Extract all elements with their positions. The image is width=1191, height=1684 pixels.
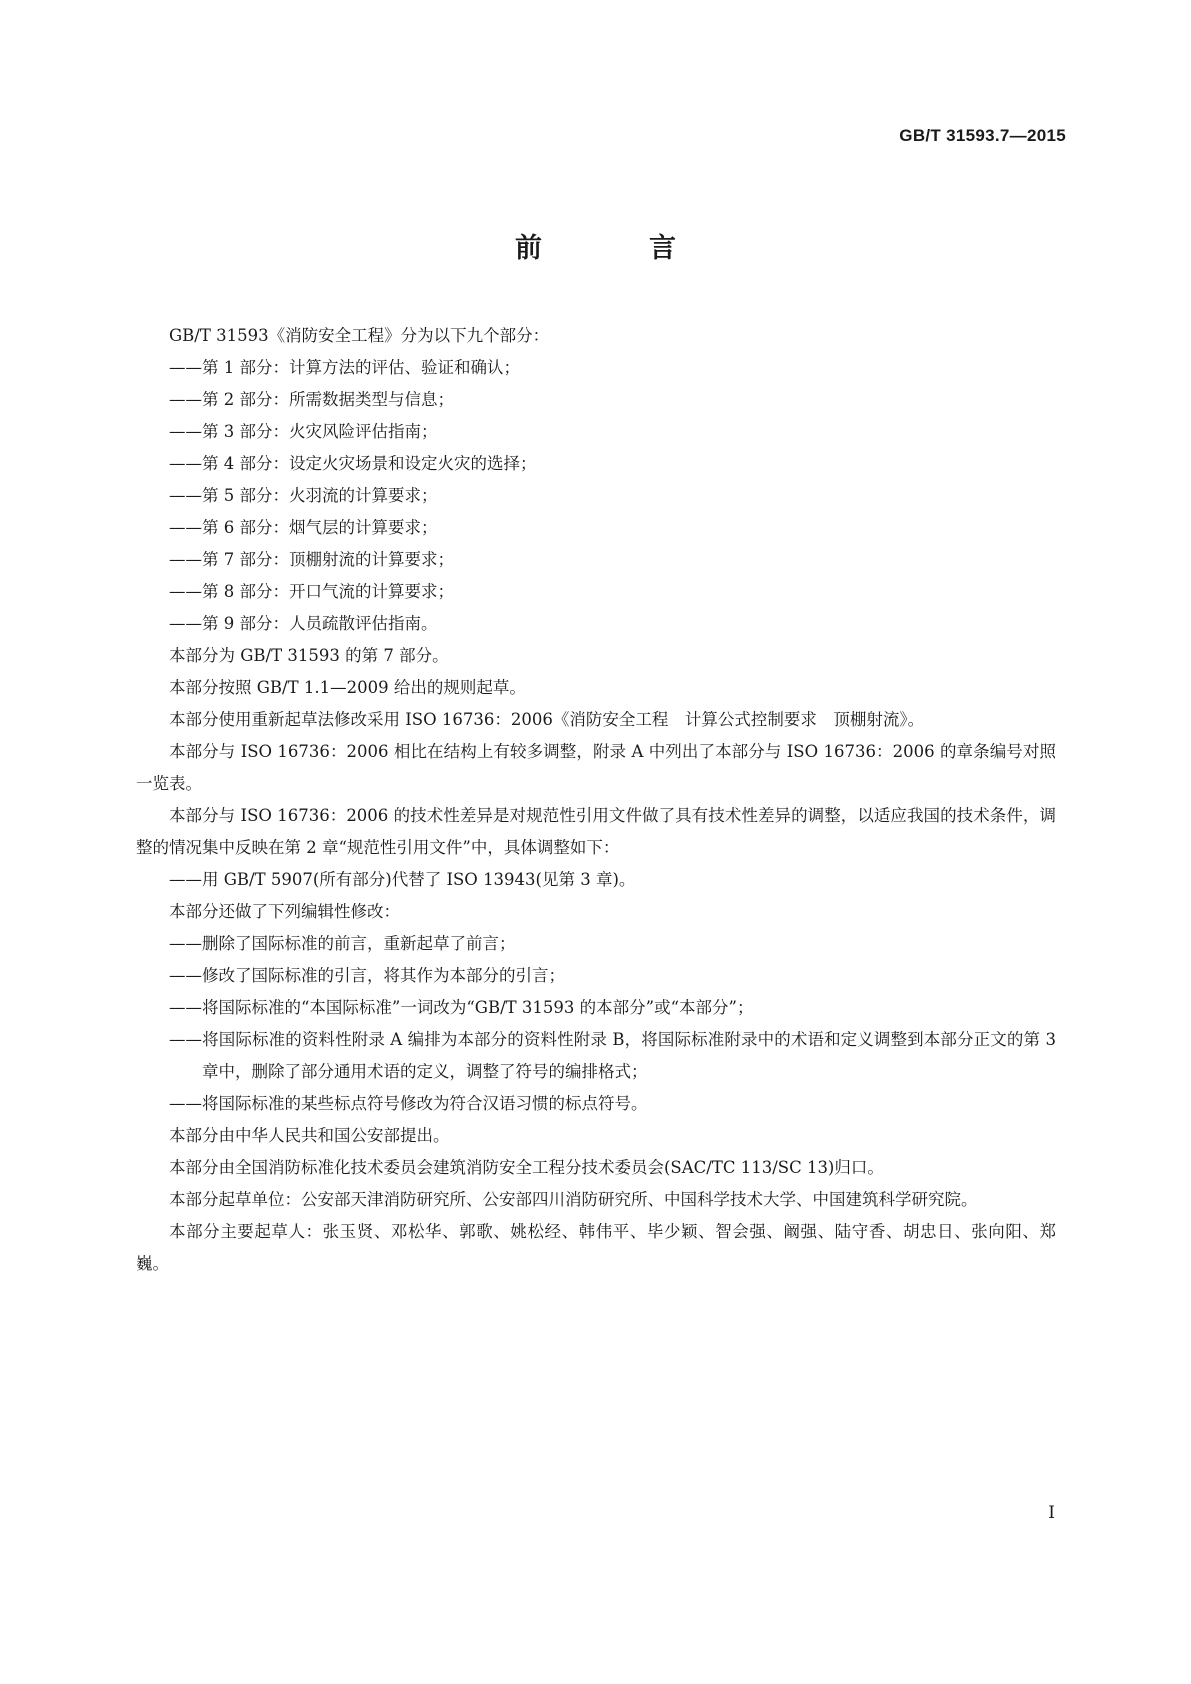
list-item: ——第 1 部分：计算方法的评估、验证和确认； <box>169 358 520 377</box>
list-item: ——第 9 部分：人员疏散评估指南。 <box>169 614 438 633</box>
paragraph: 本部分主要起草人：张玉贤、邓松华、郭歌、姚松经、韩伟平、毕少颖、智会强、阚强、陆守香、胡忠日、张向阳、郑巍。 <box>136 1222 1056 1273</box>
paragraph: 本部分由全国消防标准化技术委员会建筑消防安全工程分技术委员会(SAC/TC 113/SC 13)归口。 <box>169 1158 884 1177</box>
list-item: ——第 7 部分：顶棚射流的计算要求； <box>169 550 454 569</box>
paragraph: 本部分还做了下列编辑性修改： <box>169 902 400 921</box>
paragraph: 本部分起草单位：公安部天津消防研究所、公安部四川消防研究所、中国科学技术大学、中国建筑科学研究院。 <box>169 1190 978 1209</box>
list-item: ——第 6 部分：烟气层的计算要求； <box>169 518 438 537</box>
list-item: ——用 GB/T 5907(所有部分)代替了 ISO 13943(见第 3 章)。 <box>169 870 636 889</box>
list-item: ——将国际标准的某些标点符号修改为符合汉语习惯的标点符号。 <box>169 1094 648 1113</box>
page-number: I <box>1048 1503 1055 1523</box>
paragraph: 本部分为 GB/T 31593 的第 7 部分。 <box>169 646 449 665</box>
list-item: ——修改了国际标准的引言，将其作为本部分的引言； <box>169 966 565 985</box>
list-item: ——第 8 部分：开口气流的计算要求； <box>169 582 454 601</box>
standard-code: GB/T 31593.7—2015 <box>899 126 1066 145</box>
paragraph: 本部分与 ISO 16736：2006 相比在结构上有较多调整，附录 A 中列出了本部分与 ISO 16736：2006 的章条编号对照一览表。 <box>136 742 1056 793</box>
foreword-body <box>136 320 1056 1280</box>
list-item: ——将国际标准的资料性附录 A 编排为本部分的资料性附录 B，将国际标准附录中的术语和定义调整到本部分正文的第 3 章中，删除了部分通用术语的定义，调整了符号的编排格式； <box>169 1030 1056 1081</box>
list-item: ——第 5 部分：火羽流的计算要求； <box>169 486 438 505</box>
paragraph: GB/T 31593《消防安全工程》分为以下九个部分： <box>169 326 550 345</box>
paragraph: 本部分使用重新起草法修改采用 ISO 16736：2006《消防安全工程 计算公式控制要求 顶棚射流》。 <box>169 710 925 729</box>
list-item: ——第 2 部分：所需数据类型与信息； <box>169 390 454 409</box>
list-item: ——第 4 部分：设定火灾场景和设定火灾的选择； <box>169 454 537 473</box>
paragraph: 本部分与 ISO 16736：2006 的技术性差异是对规范性引用文件做了具有技术性差异的调整，以适应我国的技术条件，调整的情况集中反映在第 2 章“规范性引用文件”中，具体调整如下： <box>136 806 1056 857</box>
list-item: ——将国际标准的“本国际标准”一词改为“GB/T 31593 的本部分”或“本部分”； <box>169 998 754 1017</box>
paragraph: 本部分由中华人民共和国公安部提出。 <box>169 1126 450 1145</box>
list-item: ——删除了国际标准的前言，重新起草了前言； <box>169 934 516 953</box>
paragraph: 本部分按照 GB/T 1.1—2009 给出的规则起草。 <box>169 678 526 697</box>
list-item: ——第 3 部分：火灾风险评估指南； <box>169 422 438 441</box>
page-title: 前 言 <box>515 233 716 264</box>
